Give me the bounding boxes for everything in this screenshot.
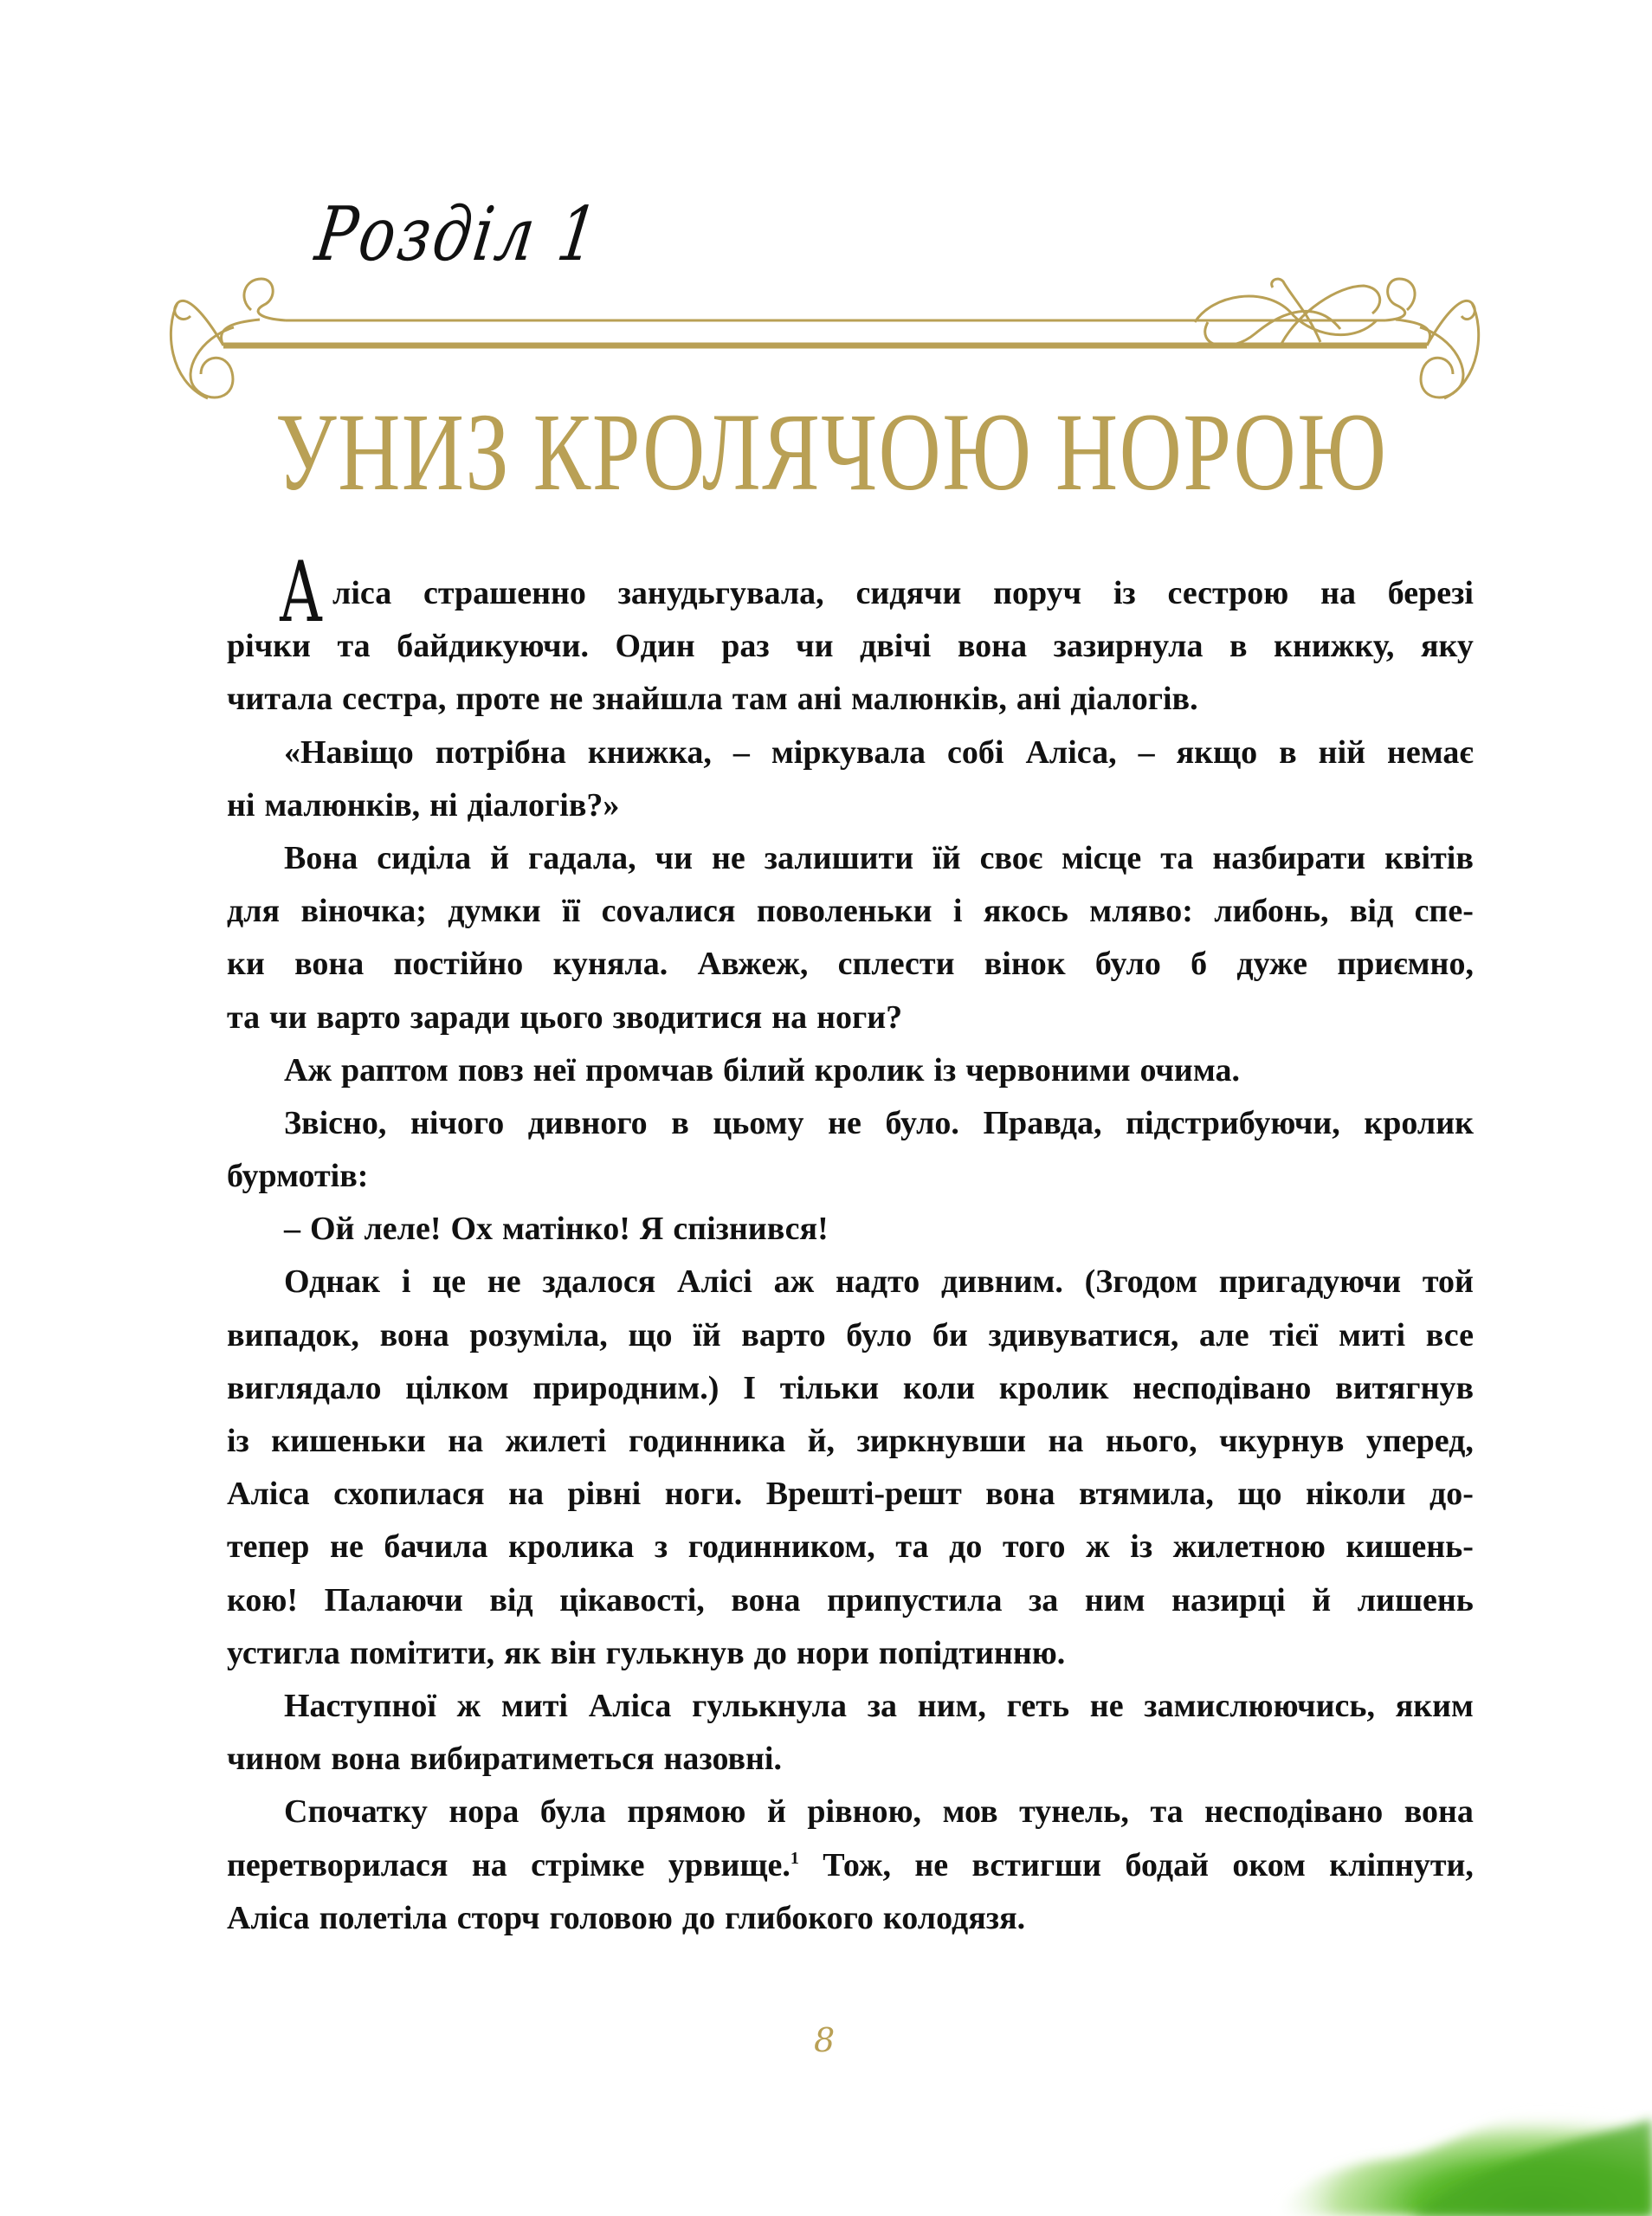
text-line: тепер не бачила кролика з годинником, та до того ж із жилетною кишень- bbox=[227, 1528, 1474, 1566]
text-line: ні малюнків, ні діалогів?» bbox=[227, 786, 620, 824]
text-line: Звісно, нічого дивного в цьому не було. Правда, підстрибуючи, кролик bbox=[284, 1104, 1474, 1141]
text-line: Аліса полетіла сторч головою до глибокого колодязя. bbox=[227, 1899, 1026, 1936]
text-line: для віночка; думки її сovалися поволеньки і якось мляво: либонь, від спе- bbox=[227, 893, 1474, 930]
text-line: із кишеньки на жилеті годинника й, зиркнувши на нього, чкурнув уперед, bbox=[227, 1423, 1474, 1459]
chapter-title: УНИЗ КРОЛЯЧОЮ НОРОЮ bbox=[275, 391, 1388, 514]
text-line: «Навіщо потрібна книжка, – міркувала собі Аліса, – якщо в ній немає bbox=[284, 733, 1474, 771]
text-line: Спочатку нора була прямою й рівною, мов тунель, та несподівано вона bbox=[284, 1793, 1474, 1831]
text-line: ліса страшенно занудьгувала, сидячи поруч із сестрою на березі bbox=[332, 575, 1474, 611]
text-line: читала сестра, проте не знайшла там ані малюнків, ані діалогів. bbox=[227, 681, 1198, 718]
text-line: Вона сиділа й гадала, чи не залишити їй своє місце та назбирати квітів bbox=[284, 839, 1474, 876]
text-line: перетворилася на стрімке урвище.$^1$ Тож, не встигши бодай оком кліпнути, bbox=[227, 1846, 1474, 1883]
text-line: випадок, вона розуміла, що їй варто було би здивуватися, але тієї миті все bbox=[227, 1316, 1474, 1354]
text-line: бурмотів: bbox=[227, 1158, 369, 1195]
text-line: ки вона постійно куняла. Авжеж, сплести вінок було б дуже приємно, bbox=[227, 946, 1474, 983]
text-line: кою! Палаючи від цікавості, вона припустила за ним назирці й лишень bbox=[227, 1581, 1474, 1618]
text-line: чином вона вибиратиметься назовні. bbox=[227, 1741, 782, 1778]
text-line: устигла помітити, як він гулькнув до нори попідтинню. bbox=[227, 1634, 1066, 1671]
chapter-body-text bbox=[227, 567, 1474, 1945]
title-frame-ornament-icon bbox=[0, 0, 1652, 623]
text-line: Наступної ж миті Аліса гулькнула за ним, геть не замислюючись, яким bbox=[284, 1687, 1474, 1724]
text-line: річки та байдикуючи. Один раз чи двічі вона зазирнула в книжку, яку bbox=[227, 628, 1474, 665]
green-watercolor-decoration-icon bbox=[1236, 2069, 1652, 2216]
page-number: 8 bbox=[814, 2021, 836, 2059]
text-line: Однак і це не здалося Алісі аж надто дивним. (Згодом пригадуючи той bbox=[284, 1263, 1474, 1301]
text-line: Аж раптом повз неї промчав білий кролик із червоними очима. bbox=[284, 1051, 1240, 1089]
text-line: та чи варто заради цього зводитися на ноги? bbox=[227, 998, 903, 1036]
chapter-label: Розділ 1 bbox=[310, 191, 605, 278]
text-line: виглядало цілком природним.) І тільки коли кролик несподівано витягнув bbox=[227, 1369, 1474, 1406]
text-line: – Ой леле! Ох матінко! Я спізнився! bbox=[284, 1211, 829, 1248]
text-line: Аліса схопилася на рівні ноги. Врешті-решт вона втямила, що ніколи до- bbox=[227, 1476, 1474, 1513]
drop-cap: А bbox=[279, 544, 323, 641]
